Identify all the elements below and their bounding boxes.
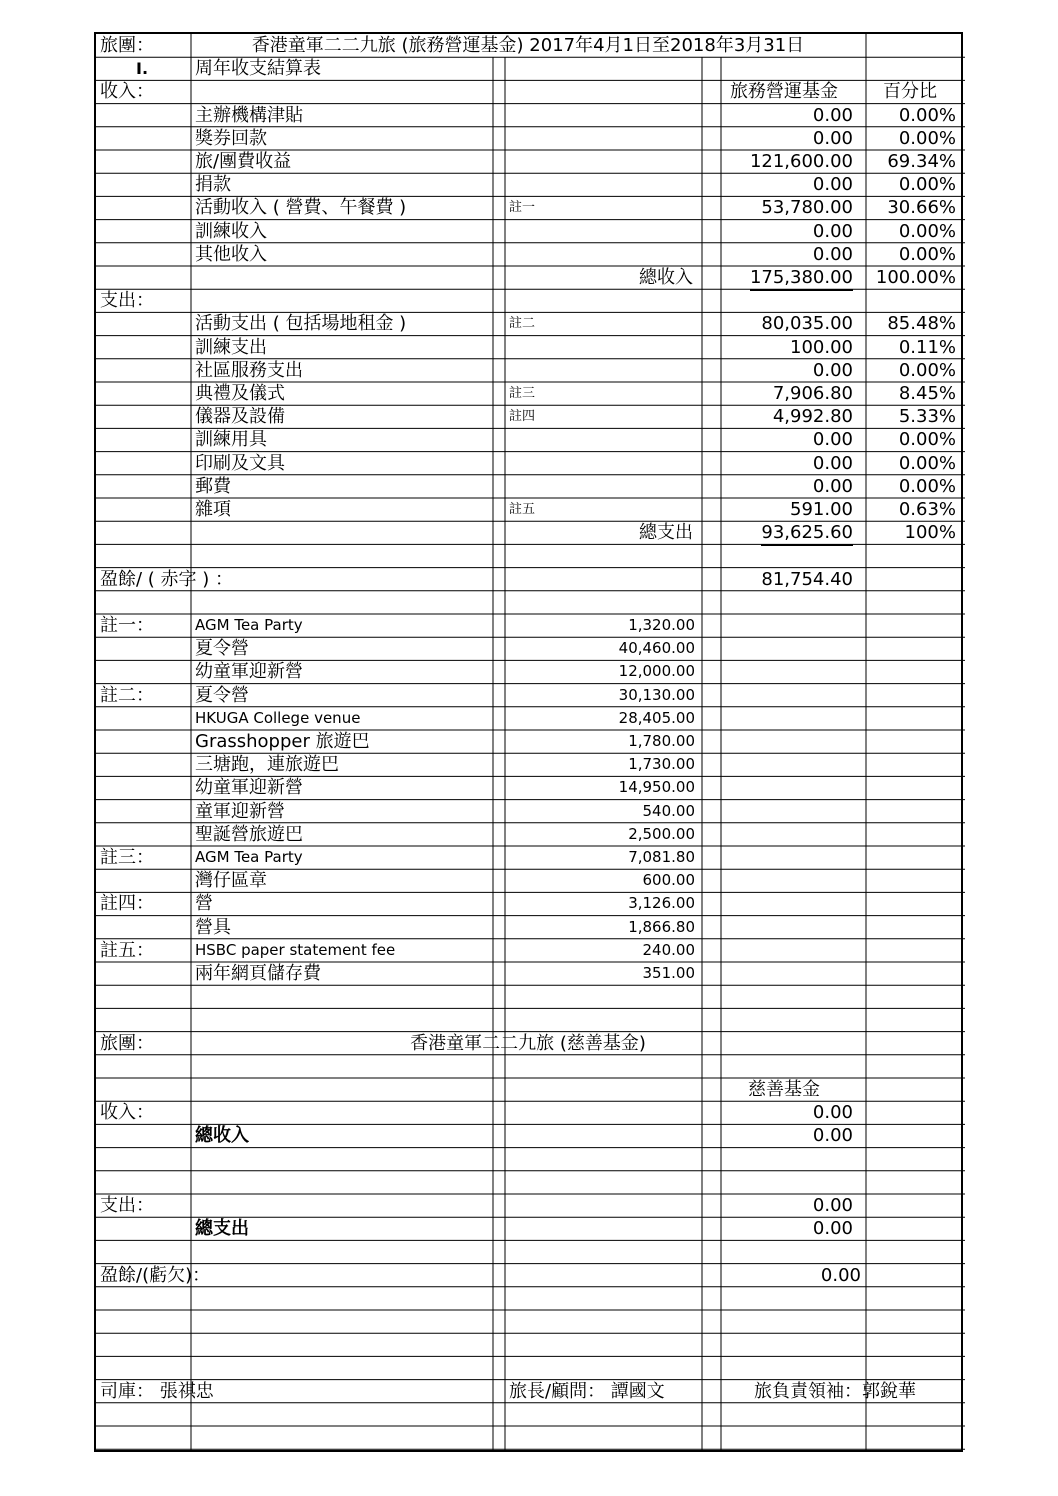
note-item-amount: 600.00 xyxy=(642,871,695,890)
charity-expense-label: 支出： xyxy=(100,1195,154,1216)
note-item-name: 夏令營 xyxy=(195,684,249,706)
expense-item-amount: 0.00 xyxy=(812,452,853,474)
charity-fund-header: 慈善基金 xyxy=(748,1079,820,1100)
note-item-amount: 351.00 xyxy=(642,964,695,982)
note-item-name: 三塘跑，連旅遊巴 xyxy=(195,754,339,776)
note-tag: 註一： xyxy=(100,615,154,636)
expense-item-name: 郵費 xyxy=(195,475,231,497)
treasurer-signature-line: 司庫： 張祺忠 xyxy=(100,1380,214,1402)
expense-item-note: 註二 xyxy=(509,316,536,332)
charity-expense-amount: 0.00 xyxy=(812,1195,853,1216)
expense-total-amount: 93,625.60 xyxy=(761,521,853,546)
note-tag: 註四： xyxy=(100,893,154,915)
expense-item-percent: 0.63% xyxy=(898,499,956,520)
income-item-note: 註一 xyxy=(509,200,536,216)
expense-item-amount: 591.00 xyxy=(790,499,853,520)
expense-item-note: 註五 xyxy=(509,502,536,517)
unit-label: 旅團： xyxy=(100,35,154,56)
note-item-amount: 14,950.00 xyxy=(618,778,695,797)
note-tag: 註二： xyxy=(100,684,154,706)
expense-item-percent: 5.33% xyxy=(898,406,956,428)
expense-item-amount: 0.00 xyxy=(812,429,853,451)
income-item-amount: 53,780.00 xyxy=(761,197,853,219)
note-item-amount: 40,460.00 xyxy=(618,639,695,658)
charity-income-label: 收入： xyxy=(100,1102,154,1124)
expense-item-amount: 4,992.80 xyxy=(772,406,853,428)
expense-item-name: 典禮及儀式 xyxy=(195,383,285,404)
note-item-amount: 1,730.00 xyxy=(628,755,695,774)
note-item-name: Grasshopper 旅遊巴 xyxy=(195,731,370,752)
note-item-name: 營具 xyxy=(195,916,231,938)
income-item-percent: 0.00% xyxy=(898,174,956,196)
note-item-amount: 1,866.80 xyxy=(628,917,695,936)
note-item-name: 聖誕營旅遊巴 xyxy=(195,823,303,845)
note-item-name: 幼童軍迎新營 xyxy=(195,777,303,799)
financial-statement-sheet xyxy=(94,32,963,1452)
surplus-amount: 81,754.40 xyxy=(761,568,853,590)
note-item-name: AGM Tea Party xyxy=(195,616,303,634)
income-item-amount: 0.00 xyxy=(812,174,853,196)
charity-surplus-amount: 0.00 xyxy=(820,1264,861,1286)
income-item-amount: 0.00 xyxy=(812,104,853,126)
note-item-amount: 240.00 xyxy=(642,940,695,959)
charity-expense-total: 0.00 xyxy=(812,1218,853,1240)
income-item-percent: 30.66% xyxy=(887,197,956,219)
income-total-percent: 100.00% xyxy=(875,267,956,288)
expense-item-percent: 8.45% xyxy=(898,383,956,404)
expense-item-amount: 7,906.80 xyxy=(772,383,853,404)
income-total-amount: 175,380.00 xyxy=(750,266,853,291)
statement-title: 香港童軍二二九旅 (旅務營運基金) 2017年4月1日至2018年3月31日 xyxy=(251,35,805,56)
expense-item-amount: 100.00 xyxy=(790,336,853,358)
note-tag: 註五： xyxy=(100,939,154,961)
note-item-name: 兩年網頁儲存費 xyxy=(195,963,321,984)
note-item-name: HKUGA College venue xyxy=(195,708,361,727)
income-item-percent: 0.00% xyxy=(898,243,956,265)
income-item-amount: 0.00 xyxy=(812,220,853,242)
note-item-name: AGM Tea Party xyxy=(195,848,303,866)
percent-column-header: 百分比 xyxy=(883,81,937,103)
income-item-percent: 0.00% xyxy=(898,104,956,126)
income-item-name: 其他收入 xyxy=(195,243,267,265)
note-item-name: 童軍迎新營 xyxy=(195,800,285,822)
charity-expense-total-label: 總支出 xyxy=(195,1218,249,1240)
charity-income-total-label: 總收入 xyxy=(195,1125,249,1147)
expense-item-percent: 0.11% xyxy=(898,336,956,358)
note-item-amount: 1,320.00 xyxy=(628,616,695,634)
income-item-percent: 69.34% xyxy=(887,151,956,172)
note-item-name: 灣仔區章 xyxy=(195,870,267,892)
expense-item-name: 儀器及設備 xyxy=(195,406,285,428)
expense-item-percent: 0.00% xyxy=(898,475,956,497)
expense-item-name: 訓練用具 xyxy=(195,429,267,451)
income-item-name: 主辦機構津貼 xyxy=(195,104,303,126)
income-total-label: 總收入 xyxy=(639,267,693,288)
income-item-amount: 121,600.00 xyxy=(749,151,853,172)
note-item-amount: 2,500.00 xyxy=(628,824,695,843)
income-item-percent: 0.00% xyxy=(898,220,956,242)
note-item-amount: 7,081.80 xyxy=(628,848,695,866)
charity-income-amount: 0.00 xyxy=(812,1102,853,1124)
responsible-leader-signature-line: 旅負責領袖：郭銳華 xyxy=(754,1380,916,1402)
expense-item-name: 社區服務支出 xyxy=(195,359,303,381)
note-item-name: 幼童軍迎新營 xyxy=(195,661,303,683)
expense-label: 支出： xyxy=(100,290,154,312)
fund-column-header: 旅務營運基金 xyxy=(730,81,838,103)
expense-total-label: 總支出 xyxy=(639,522,693,544)
charity-unit-label: 旅團： xyxy=(100,1032,154,1054)
surplus-label: 盈餘/ ( 赤字 ) ： xyxy=(100,568,233,590)
income-item-amount: 0.00 xyxy=(812,243,853,265)
expense-item-percent: 0.00% xyxy=(898,359,956,381)
income-item-name: 訓練收入 xyxy=(195,220,267,242)
expense-item-note: 註三 xyxy=(509,386,536,401)
note-item-amount: 12,000.00 xyxy=(618,662,695,681)
charity-title: 香港童軍二二九旅 (慈善基金) xyxy=(410,1032,646,1054)
expense-item-name: 雜項 xyxy=(195,499,231,520)
charity-surplus-label: 盈餘/(虧欠)： xyxy=(100,1264,211,1286)
expense-item-percent: 0.00% xyxy=(898,429,956,451)
expense-item-name: 印刷及文具 xyxy=(195,452,285,474)
note-item-name: HSBC paper statement fee xyxy=(195,940,396,959)
note-item-amount: 1,780.00 xyxy=(628,732,695,750)
note-tag: 註三： xyxy=(100,847,154,868)
section-title: 周年收支結算表 xyxy=(195,58,321,80)
note-item-name: 營 xyxy=(195,893,213,915)
expense-total-percent: 100% xyxy=(904,522,956,544)
leader-signature-line: 旅長/顧問： 譚國文 xyxy=(509,1380,665,1402)
note-item-amount: 28,405.00 xyxy=(618,708,695,727)
expense-item-amount: 0.00 xyxy=(812,359,853,381)
income-item-name: 旅/團費收益 xyxy=(195,151,292,172)
income-item-name: 捐款 xyxy=(195,174,231,196)
expense-item-note: 註四 xyxy=(509,409,536,425)
charity-income-total: 0.00 xyxy=(812,1125,853,1147)
income-item-amount: 0.00 xyxy=(812,127,853,149)
note-item-name: 夏令營 xyxy=(195,638,249,660)
expense-item-amount: 80,035.00 xyxy=(761,313,853,335)
income-item-name: 活動收入 ( 營費、午餐費 ) xyxy=(195,197,407,219)
expense-item-amount: 0.00 xyxy=(812,475,853,497)
income-item-name: 獎券回款 xyxy=(195,127,267,149)
expense-item-name: 訓練支出 xyxy=(195,336,267,358)
expense-item-name: 活動支出 ( 包括場地租金 ) xyxy=(195,313,407,335)
income-label: 收入： xyxy=(100,81,154,103)
expense-item-percent: 0.00% xyxy=(898,452,956,474)
note-item-amount: 3,126.00 xyxy=(628,894,695,913)
note-item-amount: 30,130.00 xyxy=(618,685,695,704)
note-item-amount: 540.00 xyxy=(642,801,695,820)
income-item-percent: 0.00% xyxy=(898,127,956,149)
section-number: I. xyxy=(136,59,149,79)
expense-item-percent: 85.48% xyxy=(887,313,956,335)
